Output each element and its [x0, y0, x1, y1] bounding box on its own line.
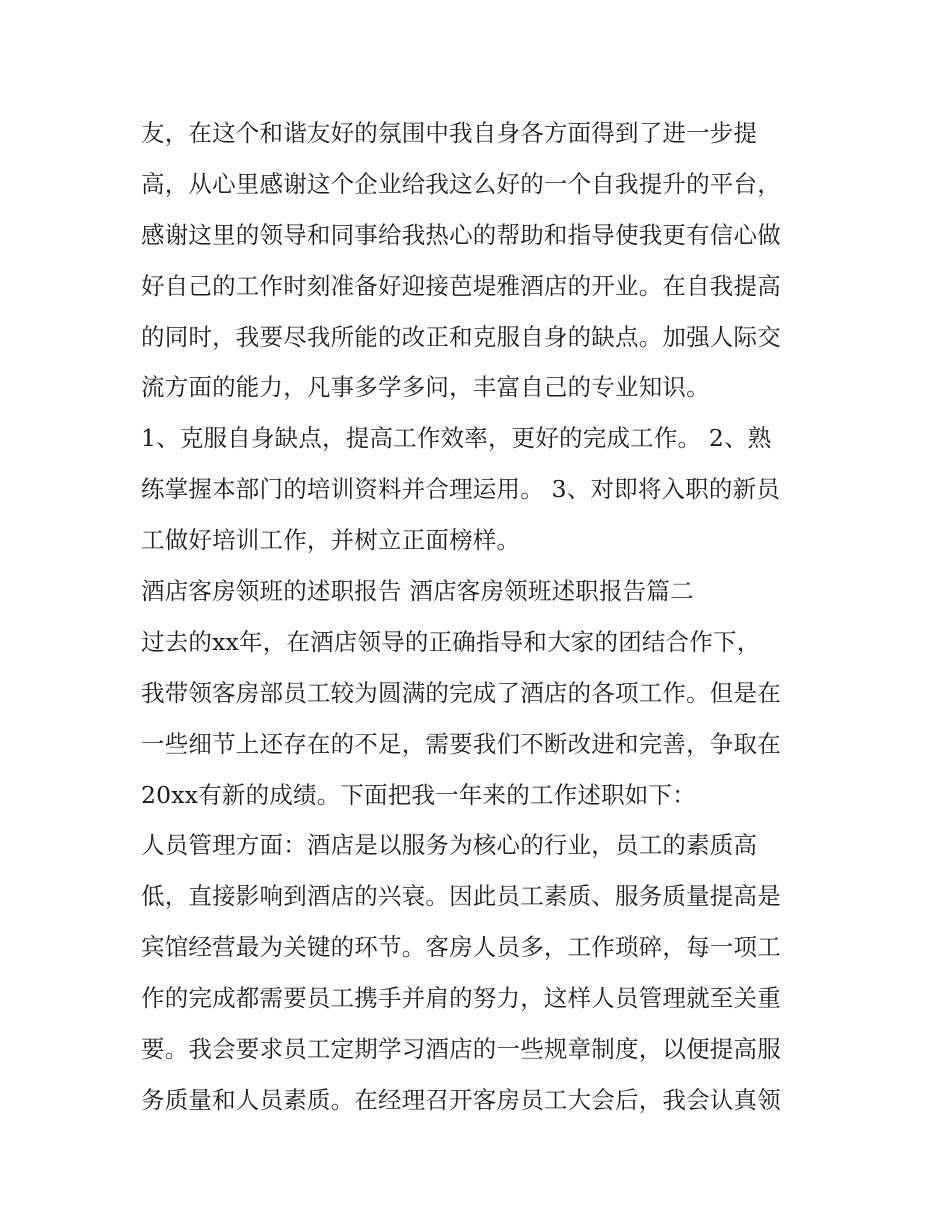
text-line: 过去的xx年，在酒店领导的正确指导和大家的团结合作下，	[141, 627, 761, 656]
text-line: 作的完成都需要员工携手并肩的努力，这样人员管理就至关重	[141, 984, 781, 1013]
text-line: 人员管理方面：酒店是以服务为核心的行业，员工的素质高	[141, 831, 758, 860]
list-item-line: 1、克服自身缺点，提高工作效率，更好的完成工作。 2、熟	[141, 424, 772, 453]
list-item-line: 工做好培训工作，并树立正面榜样。	[141, 526, 521, 555]
text-line: 一些细节上还存在的不足，需要我们不断改进和完善，争取在	[141, 729, 781, 758]
text-line: 友，在这个和谐友好的氛围中我自身各方面得到了进一步提	[141, 119, 758, 147]
text-line: 20xx有新的成绩。下面把我一年来的工作述职如下：	[141, 780, 696, 809]
text-line: 好自己的工作时刻准备好迎接芭堤雅酒店的开业。在自我提高	[141, 271, 781, 300]
text-line: 务质量和人员素质。在经理召开客房员工大会后，我会认真领	[141, 1085, 781, 1114]
text-line: 宾馆经营最为关键的环节。客房人员多，工作琐碎，每一项工	[141, 933, 781, 962]
text-line: 流方面的能力，凡事多学多问，丰富自己的专业知识。	[141, 373, 710, 402]
document-body	[141, 108, 821, 1126]
list-item-line: 练掌握本部门的培训资料并合理运用。 3、对即将入职的新员	[141, 475, 781, 504]
text-line: 高，从心里感谢这个企业给我这么好的一个自我提升的平台，	[141, 169, 781, 198]
text-line: 我带领客房部员工较为圆满的完成了酒店的各项工作。但是在	[141, 678, 781, 707]
text-line: 低，直接影响到酒店的兴衰。因此员工素质、服务质量提高是	[141, 882, 781, 911]
text-line: 要。我会要求员工定期学习酒店的一些规章制度，以便提高服	[141, 1035, 781, 1064]
text-line: 的同时，我要尽我所能的改正和克服自身的缺点。加强人际交	[141, 322, 781, 351]
text-line: 感谢这里的领导和同事给我热心的帮助和指导使我更有信心做	[141, 220, 781, 249]
section-heading: 酒店客房领班的述职报告 酒店客房领班述职报告篇二	[141, 577, 694, 606]
